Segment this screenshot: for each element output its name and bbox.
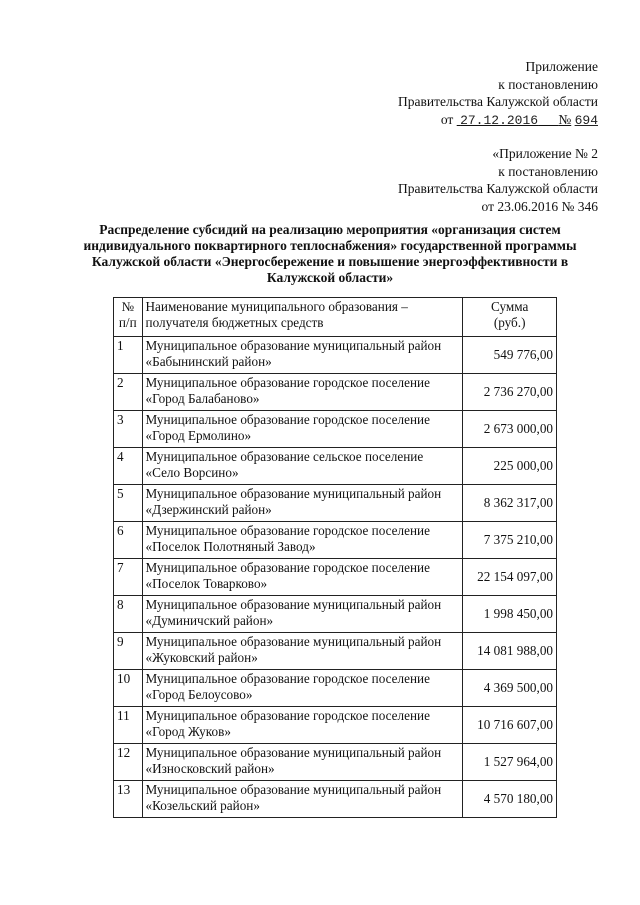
table-row (114, 633, 557, 670)
row-name (142, 485, 463, 522)
table-row (114, 374, 557, 411)
title-line-2: индивидуального поквартирного теплоснабжения» государственной программы (83, 238, 577, 253)
header-sum (463, 298, 557, 337)
row-name-line-2: «Думиничский район» (145, 613, 274, 628)
annex-line-1: «Приложение № 2 (492, 146, 598, 161)
row-num: 3 (114, 411, 143, 448)
header-name-line-1: Наименование муниципального образования – (145, 299, 408, 314)
approval-block (398, 58, 598, 129)
row-name-line-1: Муниципальное образование городское поселение (145, 375, 430, 390)
row-sum: 1 998 450,00 (463, 596, 557, 633)
row-sum: 8 362 317,00 (463, 485, 557, 522)
row-name-line-1: Муниципальное образование городское поселение (145, 708, 430, 723)
table-row (114, 670, 557, 707)
row-name-line-2: «Бабынинский район» (145, 354, 272, 369)
row-num: 6 (114, 522, 143, 559)
table-row (114, 448, 557, 485)
row-name-line-2: «Жуковский район» (145, 650, 258, 665)
row-name (142, 448, 463, 485)
annex-line-3: Правительства Калужской области (397, 181, 598, 196)
row-sum: 4 369 500,00 (463, 670, 557, 707)
date-prefix: от (440, 111, 454, 127)
row-num: 12 (114, 744, 143, 781)
approval-number: 694 (574, 112, 598, 128)
row-name-line-1: Муниципальное образование городское поселение (145, 523, 430, 538)
annex-block (398, 145, 598, 215)
row-sum: 14 081 988,00 (463, 633, 557, 670)
title-line-1: Распределение субсидий на реализацию мероприятия «организация систем (99, 222, 561, 237)
document-title (60, 222, 600, 286)
row-name (142, 337, 463, 374)
row-name-line-2: «Город Жуков» (145, 724, 231, 739)
row-name-line-1: Муниципальное образование муниципальный район (145, 338, 442, 353)
row-name-line-1: Муниципальное образование сельское поселение (145, 449, 424, 464)
date-underline (457, 112, 559, 127)
approval-line-2: к постановлению (498, 76, 598, 92)
table-row (114, 559, 557, 596)
table-row (114, 522, 557, 559)
row-num: 13 (114, 781, 143, 818)
row-sum: 225 000,00 (463, 448, 557, 485)
table-row (114, 744, 557, 781)
approval-line-1: Приложение (525, 59, 598, 74)
row-num: 4 (114, 448, 143, 485)
table-row (114, 596, 557, 633)
row-name (142, 633, 463, 670)
table-row (114, 411, 557, 448)
row-num: 2 (114, 374, 143, 411)
row-name-line-1: Муниципальное образование муниципальный район (145, 486, 442, 501)
annex-line-2: к постановлению (498, 163, 598, 179)
row-sum: 2 736 270,00 (463, 374, 557, 411)
table-header-row (114, 298, 557, 337)
row-name-line-2: «Город Белоусово» (145, 687, 253, 702)
annex-line-4: от 23.06.2016 № 346 (481, 198, 598, 214)
row-name-line-2: «Поселок Полотняный Завод» (145, 539, 316, 554)
table-row (114, 707, 557, 744)
header-sum-line-1: Сумма (490, 299, 529, 314)
row-num: 11 (114, 707, 143, 744)
row-num: 5 (114, 485, 143, 522)
title-line-3: Калужской области «Энергосбережение и повышение энергоэффективности в (91, 254, 569, 269)
row-name-line-2: «Село Ворсино» (145, 465, 239, 480)
header-sum-line-2: (руб.) (493, 315, 526, 330)
header-num-line-2: п/п (118, 315, 137, 330)
header-name-line-2: получателя бюджетных средств (145, 315, 324, 330)
row-name (142, 707, 463, 744)
approval-date: 27.12.2016 (460, 112, 539, 128)
row-name (142, 596, 463, 633)
subsidy-table (113, 297, 557, 818)
row-name-line-1: Муниципальное образование муниципальный район (145, 634, 442, 649)
row-name-line-2: «Дзержинский район» (145, 502, 272, 517)
header-num (114, 298, 143, 337)
row-sum: 7 375 210,00 (463, 522, 557, 559)
table-row (114, 485, 557, 522)
row-name (142, 522, 463, 559)
row-name (142, 781, 463, 818)
row-name-line-2: «Поселок Товарково» (145, 576, 268, 591)
row-name-line-2: «Город Ермолино» (145, 428, 252, 443)
row-num: 8 (114, 596, 143, 633)
row-sum: 2 673 000,00 (463, 411, 557, 448)
row-sum: 1 527 964,00 (463, 744, 557, 781)
row-name (142, 744, 463, 781)
row-num: 10 (114, 670, 143, 707)
approval-date-line (398, 111, 598, 130)
row-name-line-1: Муниципальное образование городское поселение (145, 671, 430, 686)
table-row (114, 781, 557, 818)
row-name (142, 411, 463, 448)
approval-line-3: Правительства Калужской области (397, 94, 598, 109)
number-prefix: № (558, 111, 572, 127)
row-name-line-1: Муниципальное образование муниципальный район (145, 597, 442, 612)
row-name (142, 559, 463, 596)
row-name-line-1: Муниципальное образование муниципальный район (145, 745, 442, 760)
row-name (142, 374, 463, 411)
row-name-line-2: «Козельский район» (145, 798, 260, 813)
row-name-line-1: Муниципальное образование городское поселение (145, 560, 430, 575)
table-body (114, 337, 557, 818)
header-num-line-1: № (121, 299, 135, 314)
row-sum: 10 716 607,00 (463, 707, 557, 744)
row-name-line-2: «Город Балабаново» (145, 391, 260, 406)
row-name (142, 670, 463, 707)
row-name-line-1: Муниципальное образование городское поселение (145, 412, 430, 427)
row-num: 9 (114, 633, 143, 670)
table-row (114, 337, 557, 374)
row-num: 7 (114, 559, 143, 596)
row-num: 1 (114, 337, 143, 374)
row-sum: 549 776,00 (463, 337, 557, 374)
title-line-4: Калужской области» (266, 270, 394, 285)
row-sum: 4 570 180,00 (463, 781, 557, 818)
row-name-line-2: «Износковский район» (145, 761, 275, 776)
row-name-line-1: Муниципальное образование муниципальный район (145, 782, 442, 797)
row-sum: 22 154 097,00 (463, 559, 557, 596)
header-name (142, 298, 463, 337)
